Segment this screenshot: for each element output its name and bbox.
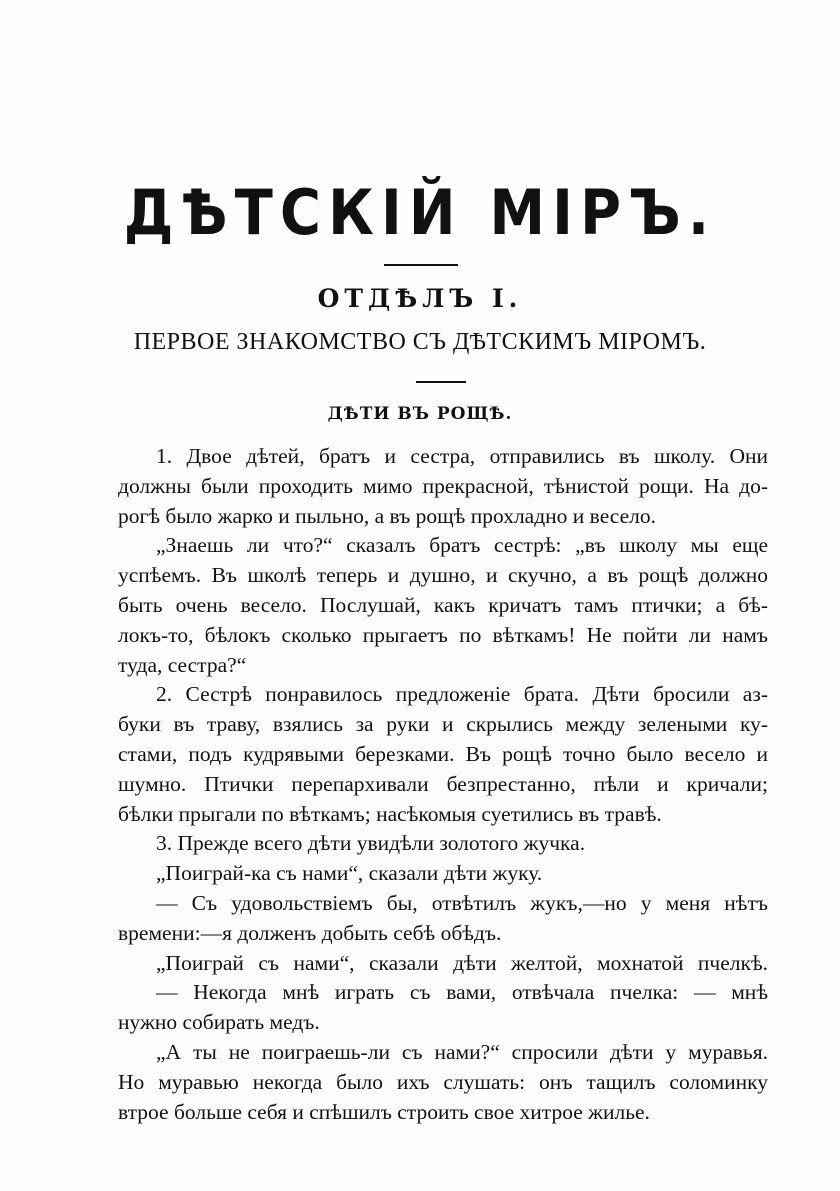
text-line: „Поиграй-ка съ нами“, сказали дѣти жуку. — [156, 861, 543, 886]
section-subtitle: ПЕРВОЕ ЗНАКОМСТВО СЪ ДѢТСКИМЪ МІРОМЪ. — [133, 329, 707, 355]
body-text — [118, 442, 768, 1127]
text-line: 2. Сестрѣ понравилось предложеніе брата. Дѣти бросили аз- — [156, 682, 768, 707]
text-line: рогѣ было жарко и пыльно, а въ рощѣ прохладно и весело. — [118, 503, 656, 528]
section-divider — [416, 381, 466, 383]
text-line: быть очень весело. Послушай, какъ кричатъ тамъ птички; а бѣ- — [118, 592, 768, 617]
text-line: стами, подъ кудрявыми березками. Въ рощѣ точно было весело и — [118, 741, 768, 766]
text-line: 1. Двое дѣтей, братъ и сестра, отправились въ школу. Они — [156, 444, 768, 468]
text-line: 3. Прежде всего дѣти увидѣли золотого жучка. — [156, 831, 586, 856]
text-line: времени:—я долженъ добыть себѣ обѣдъ. — [118, 920, 502, 945]
text-line: Но муравью некогда было ихъ слушать: онъ тащилъ соломинку — [118, 1069, 768, 1094]
section-label: ОТДѢЛЪ I. — [317, 284, 523, 313]
text-line: шумно. Птички перепархивали безпрестанно, пѣли и кричали; — [118, 771, 768, 796]
text-line: туда, сестра?“ — [118, 652, 247, 677]
text-line: буки въ траву, взялись за руки и скрылись между зелеными ку- — [118, 712, 768, 737]
text-line: — Некогда мнѣ играть съ вами, отвѣчала пчелка: — мнѣ — [156, 980, 768, 1005]
book-title: ДѢТСКІЙ МІРЪ. — [123, 176, 717, 249]
text-line: „Знаешь ли что?“ сказалъ братъ сестрѣ: „въ школу мы еще — [156, 533, 768, 558]
text-line: втрое больше себя и спѣшилъ строить свое хитрое жилье. — [118, 1099, 650, 1124]
text-line: „А ты не поиграешь-ли съ нами?“ спросили дѣти у муравья. — [156, 1039, 768, 1064]
text-line: должны были проходить мимо прекрасной, тѣнистой рощи. На до- — [118, 473, 768, 498]
chapter-title: ДѢТИ ВЪ РОЩѢ. — [327, 404, 513, 424]
text-line: — Съ удовольствіемъ бы, отвѣтилъ жукъ,—но у меня нѣтъ — [156, 890, 768, 915]
title-divider — [384, 264, 458, 266]
text-line: „Поиграй съ нами“, сказали дѣти желтой, мохнатой пчелкѣ. — [156, 950, 768, 975]
text-line: успѣемъ. Въ школѣ теперь и душно, и скучно, а въ рощѣ должно — [118, 563, 768, 588]
text-line: локъ-то, бѣлокъ сколько прыгаетъ по вѣткамъ! Не пойти ли намъ — [118, 622, 768, 647]
text-line: нужно собирать медъ. — [118, 1010, 320, 1035]
text-line: бѣлки прыгали по вѣткамъ; насѣкомыя суетились въ травѣ. — [118, 801, 662, 826]
